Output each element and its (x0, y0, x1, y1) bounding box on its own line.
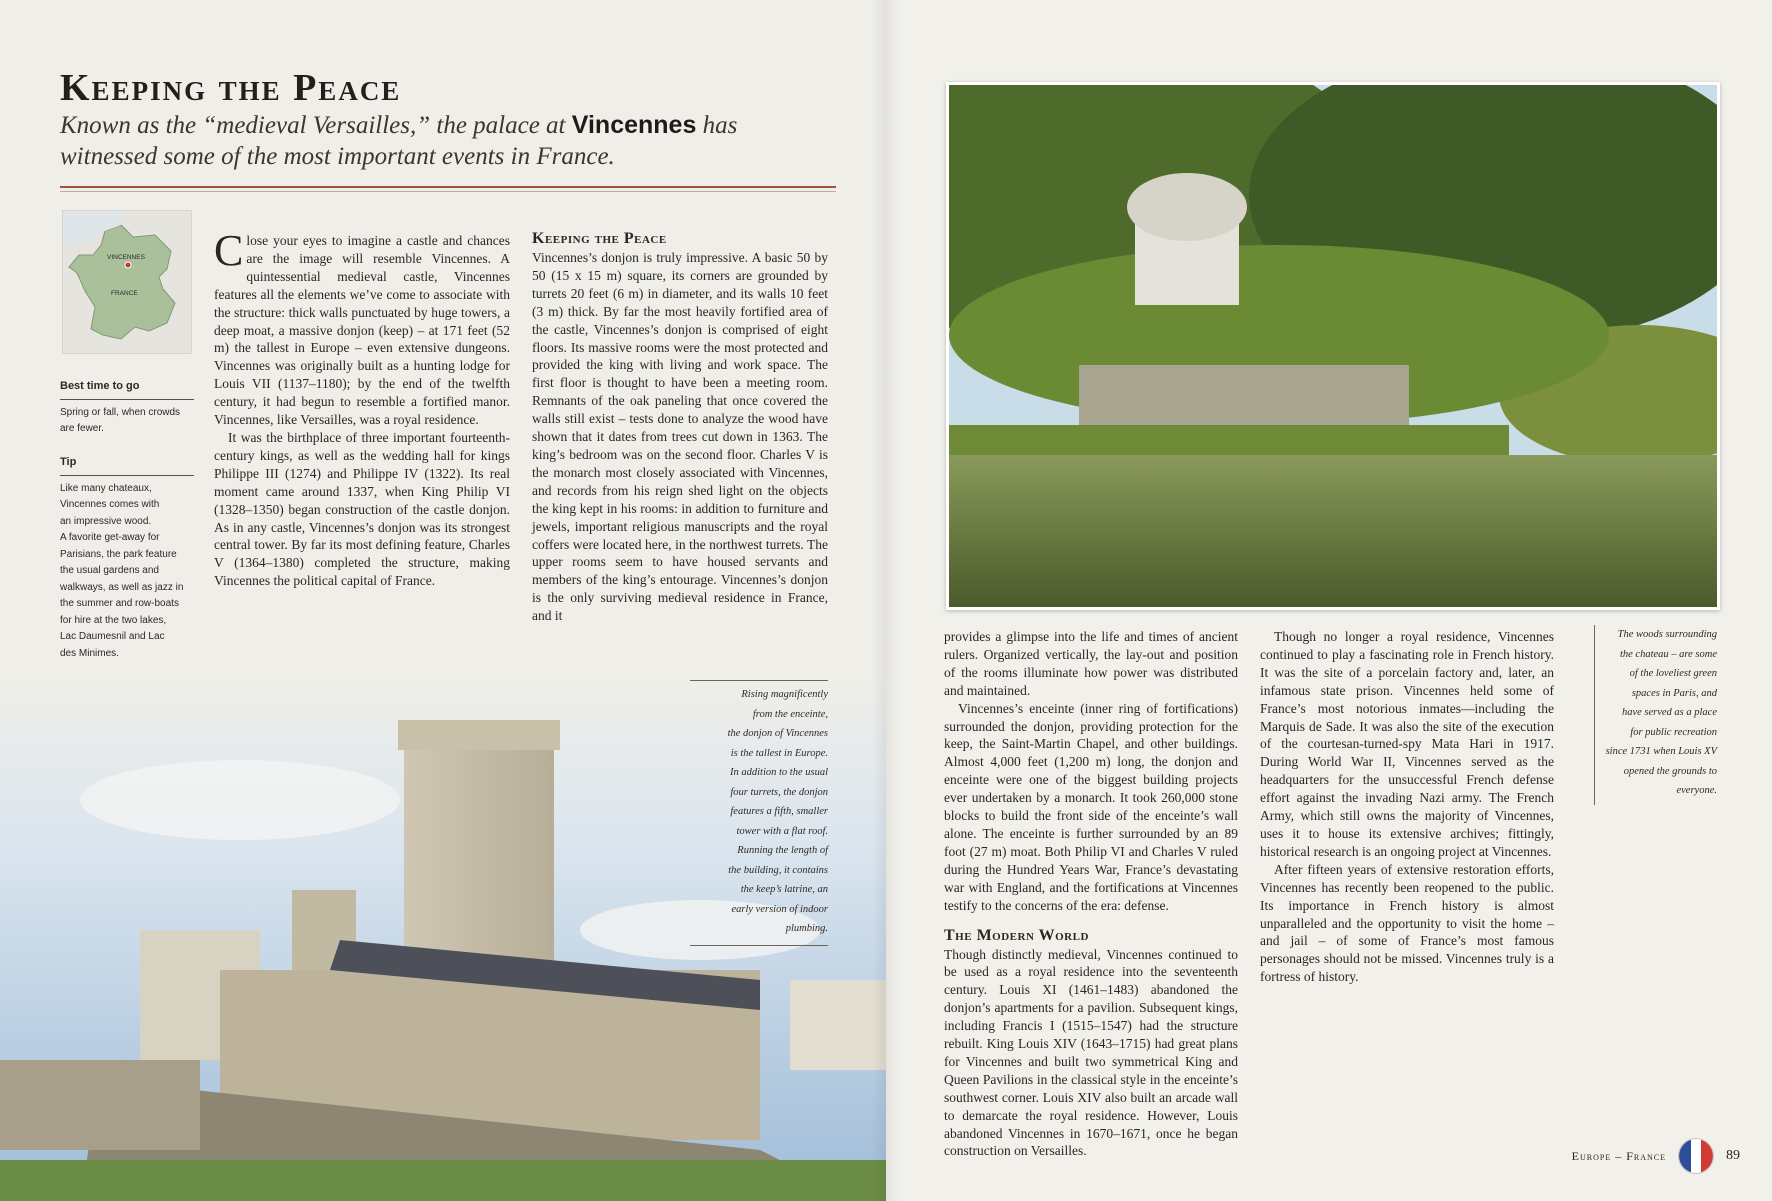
tip-line: Vincennes comes with (60, 499, 160, 510)
french-flag-icon (1678, 1138, 1714, 1174)
page-number: 89 (1726, 1148, 1740, 1163)
flag-blue-band (1679, 1139, 1691, 1173)
park-caption-line: since 1731 when Louis XV (1605, 746, 1717, 757)
flag-white-band (1691, 1139, 1701, 1173)
tip-line: Lac Daumesnil and Lac (60, 631, 165, 642)
castle-caption-line: the building, it contains (728, 864, 828, 876)
castle-caption-line: plumbing. (785, 923, 828, 934)
tip-line: walkways, as well as jazz in (60, 581, 184, 593)
tip-line: an impressive wood. (60, 515, 152, 527)
park-caption-line: The woods surrounding (1617, 629, 1717, 640)
section-heading-modern: The Modern World (944, 926, 1089, 944)
park-temple-dome (1127, 173, 1247, 241)
castle-caption-line: In addition to the usual (730, 767, 828, 778)
castle-caption-line: from the enceinte, (752, 708, 828, 720)
castle-caption-line: Rising magnificently (741, 689, 828, 700)
modern-paragraph: Though distinctly medieval, Vincennes continued to be used as a royal residence into the seventeenth century. Louis XI (1461–1483) abandoned the donjon’s apartments for a pavilion. Subsequent kings, including Francis I (1515–1547) had the structure rebuilt. King Louis XIV (1643–1715) had great plans for Vincennes and built two symmetrical King and Queen Pavilions in the classical style in the enceinte’s southwest corner. Louis XIV also built an arcade wall to demarcate the royal residence. However, Louis abandoned Vincennes in 1670–1671, once he began construction on Versailles. (944, 946, 1238, 1159)
castle-donjon-tower (404, 740, 554, 980)
sidebar-tip (60, 454, 194, 662)
keeping-paragraph: Vincennes’s donjon is truly impressive. A basic 50 by 50 (15 x 15 m) square, its corners are grounded by turrets 20 feet (6 m) in diameter, and its walls 10 feet (3 m) thick. By far the most heavily fortified area of the castle, Vincennes’s donjon is comprised of eight floors. Its massive rooms were the most protected and provided the king with living and work space. The first floor is thought to have been a meeting room. Remnants of the oak paneling that once covered the walls still exist – tests done to analyze the wood have shown that it dates from trees cut down in 1363. The king’s bedroom was on the second floor. Charles V is the monarch most closely associated with Vincennes, and records from his reign shed light on the objects the king kept in his rooms: in addition to furniture and jewels, important religious manuscripts and the royal coffers were located here, in the northwest turrets. The upper rooms seem to have housed servants and members of the king’s entourage. Vincennes’s donjon is the only surviving medieval residence in France, and it (532, 250, 828, 624)
tip-line: A favorite get-away for (60, 532, 160, 543)
france-map-graphic (63, 211, 191, 353)
subtitle-text-start: Known as the “medieval Versailles,” the palace at (60, 112, 572, 139)
map-city-label: VINCENNES (107, 254, 145, 261)
intro-paragraph-2: It was the birthplace of three important fourteenth-century kings, as well as the wedding hall for kings Philippe III (1274) and Philippe IV (1322). Its real moment came around 1337, when King Philip VI (1328–1350) began construction of the castle donjon. As in any castle, Vincennes’s donjon was its strongest central tower. By far its most defining feature, Charles V (1364–1380) completed the structure, making Vincennes the political capital of France. (214, 429, 510, 589)
locator-map (62, 210, 192, 354)
article-column-keeping (532, 230, 828, 625)
page-footer (1572, 1138, 1740, 1174)
castle-caption-line: early version of indoor (731, 903, 828, 915)
castle-caption-line: four turrets, the donjon (730, 786, 828, 798)
article-column-intro (214, 226, 510, 590)
intro-paragraph-text: lose your eyes to imagine a castle and chances are the image will resemble Vincennes. A quintessential medieval castle, Vincennes features all the elements we’ve come to associate with the structure: thick walls punctuated by huge towers, a deep moat, a massive donjon (keep) – at 171 feet (52 m) the tallest in Europe – even extensive dungeons. Vincennes was originally built as a hunting lodge for Louis VII (1137–1180); by the end of the twelfth century, it had begun to resemble a fortified manor. Vincennes, like Versailles, was a royal residence. (214, 233, 510, 428)
article-column-right-2 (1260, 628, 1554, 986)
tip-line: the usual gardens and (60, 565, 159, 576)
subtitle-text-end: has witnessed some of the most important events in France. (60, 112, 738, 170)
drop-cap: C (214, 226, 244, 275)
tip-line: des Minimes. (60, 647, 119, 659)
castle-donjon-top (398, 720, 560, 750)
section-heading-keeping: Keeping the Peace (532, 230, 667, 247)
page-gutter (872, 0, 900, 1201)
page-title: Keeping the Peace (60, 67, 402, 109)
park-caption-line: of the loveliest green (1629, 668, 1717, 679)
castle-caption-line: the donjon of Vincennes (727, 728, 828, 739)
park-caption-line: opened the grounds to (1623, 765, 1717, 777)
park-caption-line: the chateau – are some (1619, 648, 1717, 660)
article-column-right-1 (944, 628, 1238, 1160)
park-lake-water (949, 455, 1717, 607)
map-country-label: FRANCE (111, 290, 138, 297)
title-rule-accent (60, 186, 836, 188)
tip-line: Like many chateaux, (60, 482, 152, 494)
castle-photo-caption (690, 680, 828, 946)
subtitle-place-name: Vincennes (571, 111, 697, 139)
park-caption-line: have served as a place (1621, 707, 1717, 718)
castle-caption-line: Running the length of (737, 845, 828, 856)
best-time-heading: Best time to go (60, 378, 194, 400)
best-time-line: are fewer. (60, 423, 104, 434)
intro-paragraph (214, 226, 510, 429)
park-caption-line: for public recreation (1630, 726, 1717, 738)
keeping-paragraph-cont: provides a glimpse into the life and times of ancient rulers. Organized vertically, the lay-out and position of the rooms illuminate how power was distributed and maintained. (944, 629, 1238, 698)
castle-lawn (0, 1160, 886, 1201)
park-temple-photo (946, 82, 1720, 610)
page-subtitle (60, 110, 840, 172)
castle-caption-line: features a fifth, smaller (730, 806, 828, 817)
tip-line: Parisians, the park feature (60, 548, 177, 560)
castle-cloud (80, 760, 400, 840)
modern-paragraph-3: After fifteen years of extensive restoration efforts, Vincennes has recently been reopened to the public. Its importance in French history is almost unparalleled and the opportunity to visit the home – and jail – of some of France’s most famous personages should not be missed. Vincennes truly is a fortress of history. (1260, 861, 1554, 985)
sidebar-best-time (60, 378, 194, 438)
castle-bridge (0, 1060, 200, 1150)
modern-paragraph-2: Though no longer a royal residence, Vincennes continued to play a fascinating role in French history. It was the site of a porcelain factory and, later, an infamous state prison. Vincennes held some of France’s most notorious inmates—including the Marquis de Sade. It was also the site of the execution of the courtesan-turned-spy Mata Hari in 1917. During World War II, Vincennes served as the headquarters for the unsuccessful French defense effort against the invading Nazi army. The French Army, which still owns the majority of Vincennes, uses it to house its extensive archives; fittingly, historical research is an ongoing project at Vincennes. (1260, 629, 1554, 859)
vincennes-marker-icon (125, 262, 131, 268)
park-caption-line: everyone. (1676, 785, 1717, 796)
park-caption-line: spaces in Paris, and (1631, 687, 1717, 699)
tip-heading: Tip (60, 454, 194, 476)
title-rule-thin (60, 191, 836, 192)
footer-section-label: Europe – France (1571, 1148, 1666, 1163)
best-time-line: Spring or fall, when crowds (60, 406, 181, 418)
keeping-paragraph-enceinte: Vincennes’s enceinte (inner ring of fortifications) surrounded the donjon, providing protection for the keep, the Saint-Martin Chapel, and other buildings. Almost 4,000 feet (1,200 m) long, the donjon and enceinte were one of the biggest building projects ever undertaken by a monarch. It took 260,000 stone blocks to build the front side of the enceinte’s wall alone. The enceinte is further surrounded by an 89 foot (27 m) moat. Both Philip VI and Charles V ruled during the Hundred Years War, France’s devastating war with England, and the fortifications at Vincennes testify to the concerns of the era: defense. (944, 700, 1238, 913)
castle-caption-line: the keep’s latrine, an (740, 884, 828, 895)
tip-line: for hire at the two lakes, (60, 614, 167, 626)
castle-caption-line: tower with a flat roof. (736, 825, 828, 837)
tip-line: the summer and row-boats (60, 598, 179, 609)
flag-red-band (1701, 1139, 1713, 1173)
castle-caption-line: is the tallest in Europe. (730, 747, 828, 759)
park-photo-caption (1594, 625, 1719, 805)
